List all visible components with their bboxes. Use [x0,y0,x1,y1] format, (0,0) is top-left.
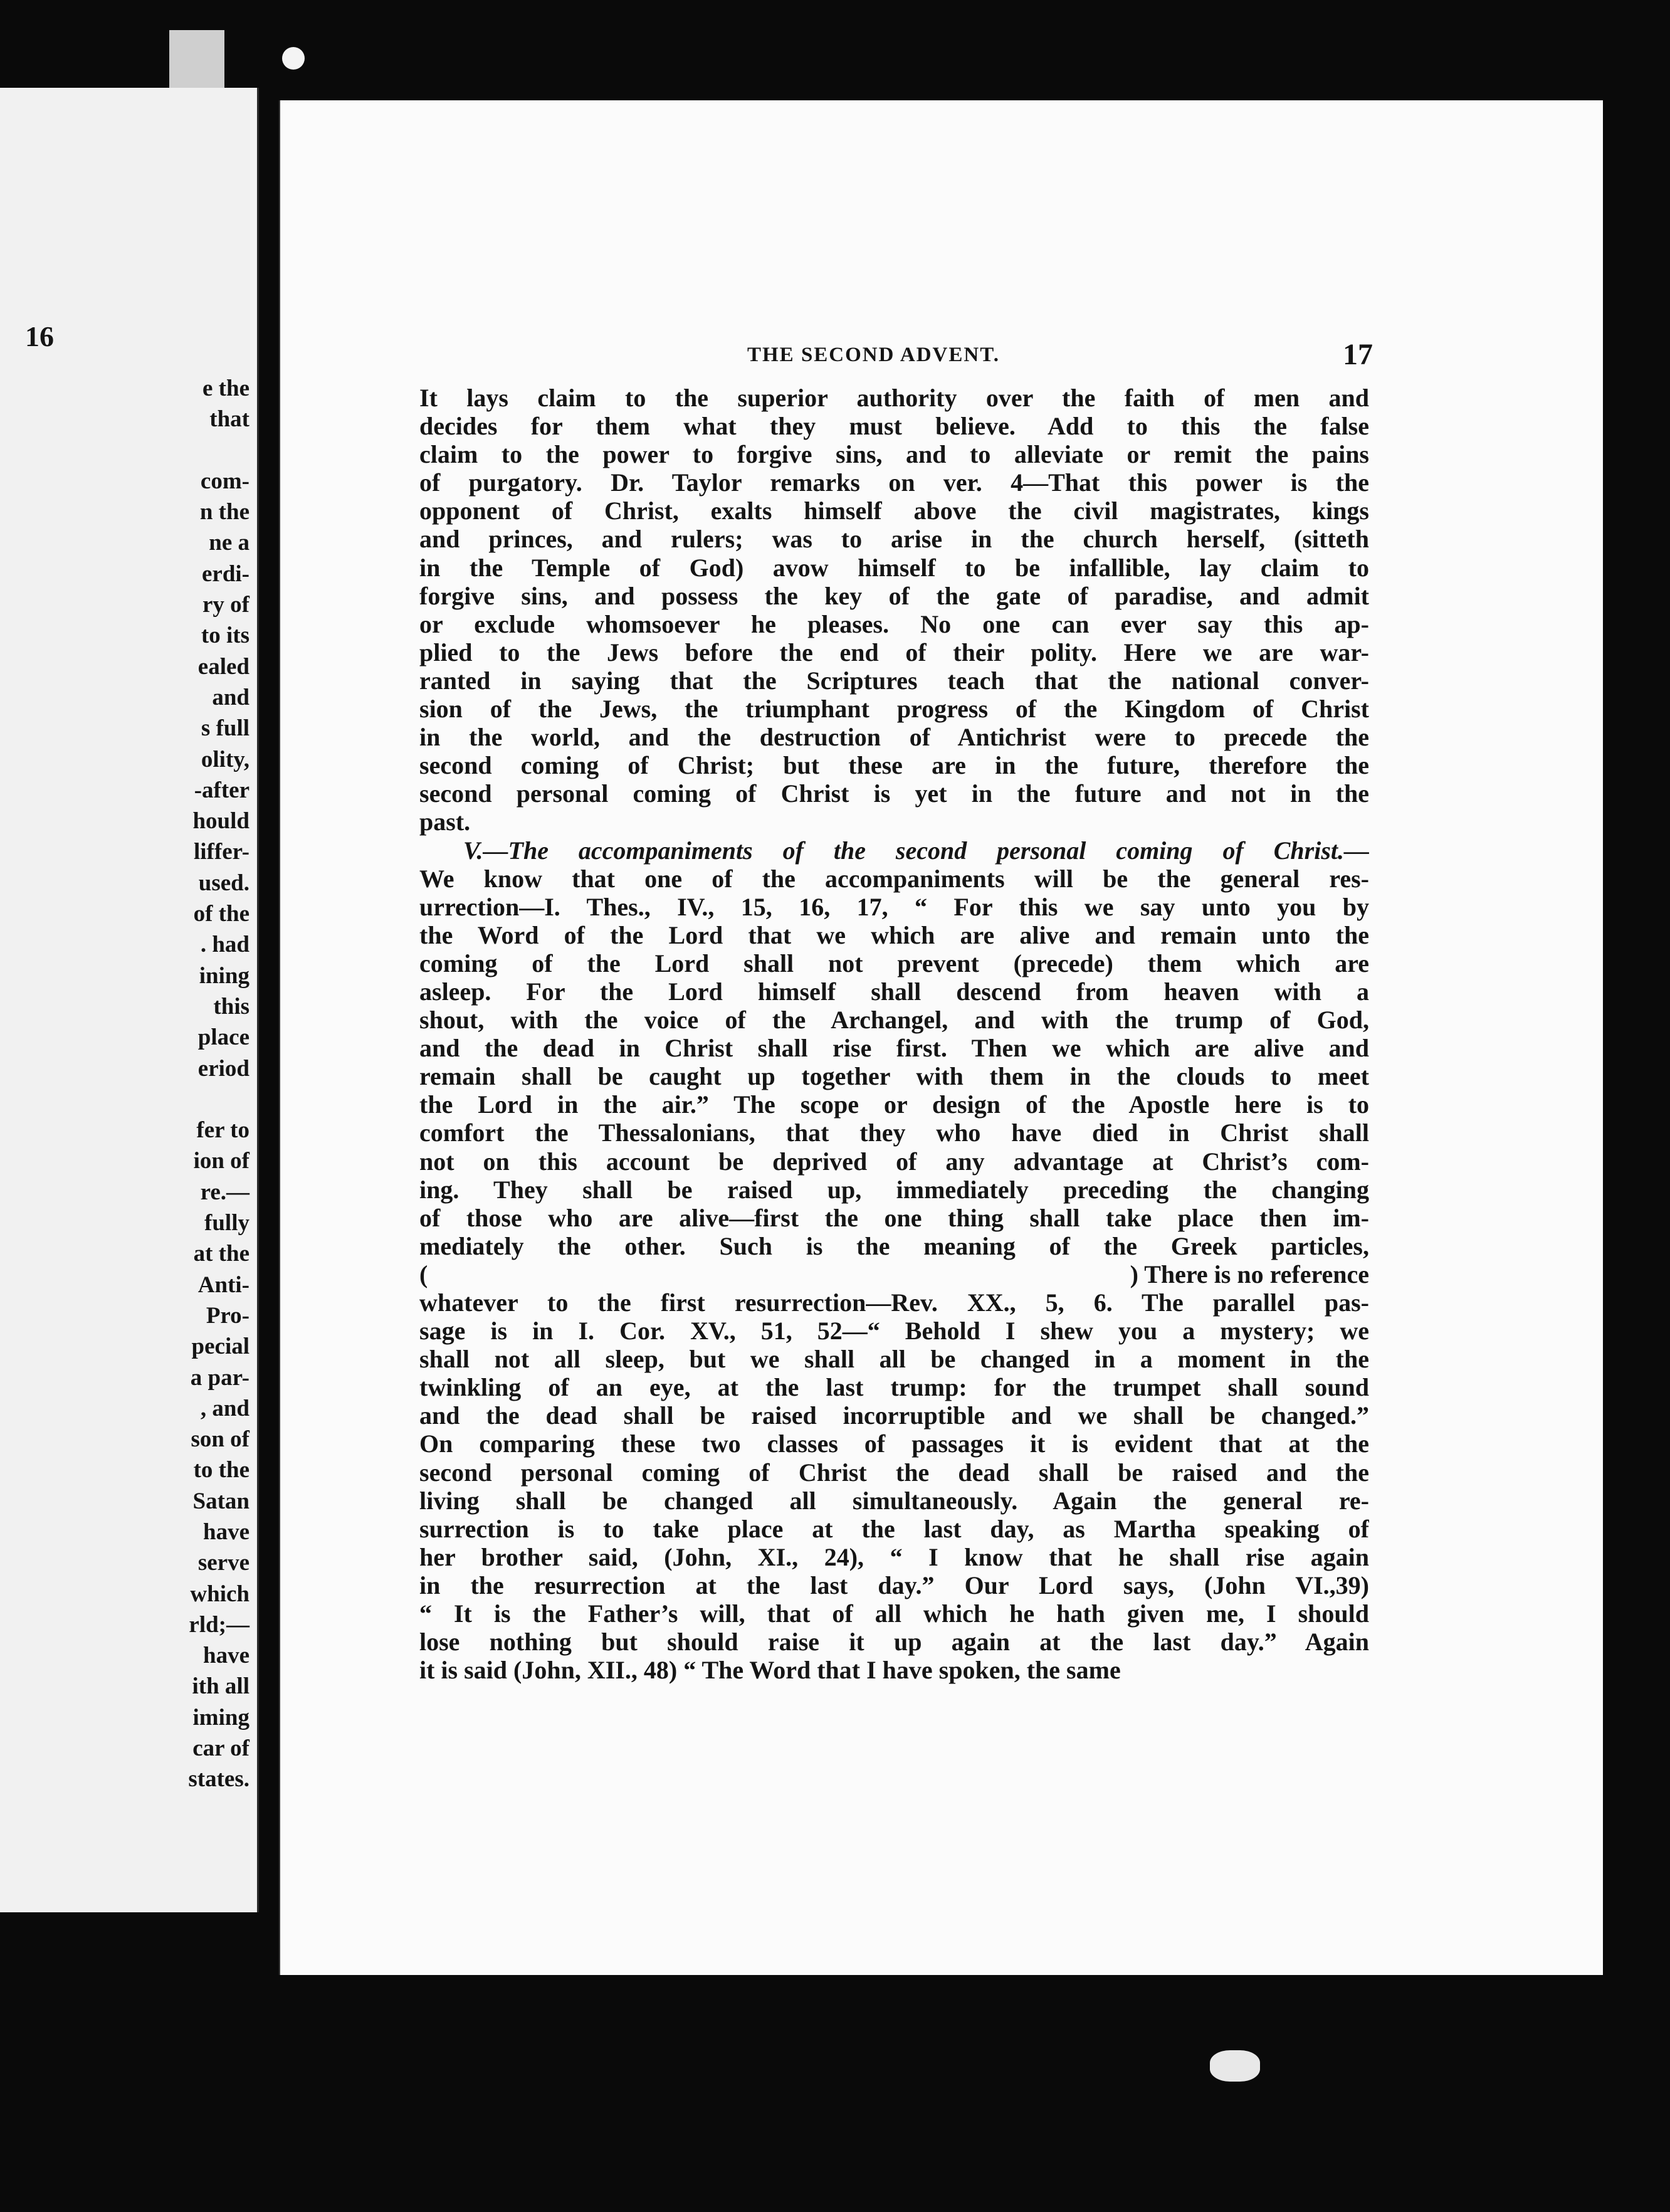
left-text-line: to the [193,1457,249,1483]
text-line: plied to the Jews before the end of their polity. Here we are war- [419,638,1369,666]
left-text-line: this [213,993,249,1019]
text-line: in the world, and the destruction of Antichrist were to precede the [419,723,1369,752]
left-text-line: fully [204,1210,249,1236]
left-text-line: states. [188,1766,249,1793]
text-line: second personal coming of Christ the dead shall be raised and the [419,1458,1369,1487]
left-text-line: ion of [193,1148,249,1174]
left-text-line: car of [192,1735,249,1762]
text-line: opponent of Christ, exalts himself above the civil magistrates, kings [419,497,1369,525]
text-line: comfort the Thessalonians, that they who have died in Christ shall [419,1119,1369,1147]
left-page [0,88,259,1912]
left-text-line: . had [200,932,249,958]
open-paren: ( [419,1260,428,1288]
text-line: sion of the Jews, the triumphant progress of the Kingdom of Christ [419,695,1369,724]
left-text-line: at the [193,1241,249,1267]
left-text-line: , and [200,1395,249,1421]
left-text-line [124,435,249,466]
text-line: twinkling of an eye, at the last trump: for the trumpet shall sound [419,1373,1369,1402]
text-line: past. [419,808,471,836]
left-text-line: to its [201,623,249,649]
left-text-line: erdi- [201,561,249,587]
text-line: We know that one of the accompaniments will be the general res- [419,864,1369,893]
right-page [279,100,1603,1975]
text-line: and the dead in Christ shall rise first. Then we which are alive and [419,1034,1369,1063]
left-text-line: ining [199,962,249,989]
left-text-line: liffer- [194,839,249,865]
left-text-line: that [209,406,249,433]
left-text-line: Pro- [206,1302,249,1329]
page-number: 17 [1343,338,1373,371]
ink-blot [1210,2050,1260,2082]
left-text-line: olity, [201,746,249,772]
left-text-line: have [203,1643,249,1669]
text-line: “ It is the Father’s will, that of all which he hath given me, I should [419,1599,1369,1628]
text-line: in the Temple of God) avow himself to be infallible, lay claim to [419,553,1369,582]
left-text-line: which [190,1581,249,1607]
text-line: surrection is to take place at the last day, as Martha speaking of [419,1514,1369,1543]
left-text-line: -after [194,777,249,803]
text-line: mediately the other. Such is the meaning of the Greek particles, [419,1231,1369,1260]
text-line: V.—The accompaniments of the second personal coming of Christ.— [463,836,1369,865]
text-line: in the resurrection at the last day.” Our Lord says, (John VI.,39) [419,1571,1369,1599]
text-line: shall not all sleep, but we shall all be changed in a moment in the [419,1345,1369,1374]
left-text-line: a par- [190,1364,249,1391]
left-text-line: son of [191,1426,249,1453]
text-line: remain shall be caught up together with them in the clouds to meet [419,1062,1369,1091]
text-line: second personal coming of Christ is yet in the future and not in the [419,779,1369,808]
text-line: and the dead shall be raised incorruptible and we shall be changed.” [419,1401,1369,1430]
text-line: it is said (John, XII., 48) “ The Word that I have spoken, the same [419,1656,1121,1685]
left-text-line: of the [193,901,249,927]
left-text-line: eriod [197,1055,249,1082]
left-text-line: place [197,1024,249,1051]
left-text-line: s full [201,715,249,742]
text-line: sage is in I. Cor. XV., 51, 52—“ Behold I shew you a mystery; we [419,1317,1369,1346]
text-line: the Lord in the air.” The scope or design of the Apostle here is to [419,1090,1369,1119]
text-line-segment: ) There is no reference [1130,1260,1369,1288]
text-line: or exclude whomsoever he pleases. No one can ever say this ap- [419,609,1369,638]
left-text-line: used. [198,870,249,896]
left-text-line: hould [192,808,249,835]
text-line: the Word of the Lord that we which are alive and remain unto the [419,920,1369,949]
text-line: coming of the Lord shall not prevent (precede) them which are [419,949,1369,977]
left-text-line: iming [192,1704,249,1730]
text-line: It lays claim to the superior authority over the faith of men and [419,384,1369,412]
left-text-line: have [203,1519,249,1545]
paper-speck [282,47,305,70]
left-text-line: serve [197,1550,249,1576]
left-text-line: com- [200,468,249,494]
text-line: of purgatory. Dr. Taylor remarks on ver. 4—That this power is the [419,468,1369,497]
text-line [419,1260,1369,1288]
running-head: THE SECOND ADVENT. [747,344,1000,366]
text-line: claim to the power to forgive sins, and to alleviate or remit the pains [419,440,1369,469]
text-line: lose nothing but should raise it up again at the last day.” Again [419,1628,1369,1656]
left-text-line: Satan [192,1488,249,1514]
left-text-line: ry of [202,592,249,618]
left-page-text [124,373,249,1795]
left-page-number: 16 [25,320,54,352]
left-text-line: re.— [200,1179,249,1205]
left-text-line: ith all [192,1673,249,1700]
text-line: second coming of Christ; but these are in the future, therefore the [419,751,1369,780]
body-text [419,384,1369,1684]
text-line: asleep. For the Lord himself shall descend from heaven with a [419,977,1369,1006]
text-line: living shall be changed all simultaneously. Again the general re- [419,1486,1369,1515]
text-line: On comparing these two classes of passages it is evident that at the [419,1430,1369,1458]
left-text-line: rld;— [189,1611,249,1638]
text-line: ing. They shall be raised up, immediately preceding the changing [419,1175,1369,1204]
left-text-line: ne a [209,530,249,556]
left-text-line: ealed [197,653,249,680]
text-line: urrection—I. Thes., IV., 15, 16, 17, “ For this we say unto you by [419,892,1369,921]
left-text-line: e the [202,376,249,401]
text-line: not on this account be deprived of any advantage at Christ’s com- [419,1147,1369,1176]
text-line: decides for them what they must believe. Add to this the false [419,412,1369,441]
text-line: whatever to the first resurrection—Rev. XX., 5, 6. The parallel pas- [419,1288,1369,1317]
left-text-line: and [212,684,249,710]
text-line: ranted in saying that the Scriptures teach that the national conver- [419,666,1369,695]
text-line: her brother said, (John, XI., 24), “ I know that he shall rise again [419,1542,1369,1571]
left-text-line: fer to [196,1117,249,1144]
text-line: shout, with the voice of the Archangel, and with the trump of God, [419,1006,1369,1035]
text-line: of those who are alive—first the one thing shall take place then im- [419,1203,1369,1232]
left-text-line: pecial [191,1334,249,1360]
text-line: and princes, and rulers; was to arise in the church herself, (sitteth [419,525,1369,554]
left-text-line: Anti- [197,1272,249,1298]
left-text-line [124,1084,249,1115]
text-line: forgive sins, and possess the key of the gate of paradise, and admit [419,581,1369,610]
left-text-line: n the [199,499,249,525]
